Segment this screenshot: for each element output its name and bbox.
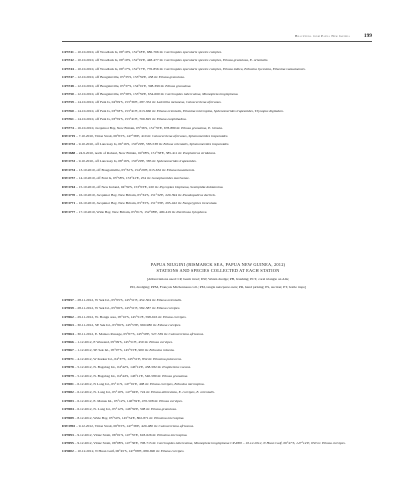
species-list: Sphenomerides trapezoides.: [156, 159, 197, 164]
station-code: CP3979: [62, 373, 74, 378]
station-details: – 28.11.2012, W Sek Isl., 05°05'S, 145°51'E, 452-504 m:: [73, 298, 157, 302]
species-list: Caloscerctena africanus.: [158, 424, 195, 429]
station-code: DW3757: [62, 176, 76, 181]
station-details: – 8.12.2012, Wide Bay, 05°54'S, 145°54'E, 802-871 m:: [73, 415, 155, 420]
station-details: – 16.10.2010, Jacquinot Bay, New Britain, 05°33'S, 151°33'E, 295-422 m:: [75, 201, 183, 206]
station-details: – 6.12.2012, N. Long Isl., 05°12'S, 146°59'E, 508 m:: [73, 407, 151, 412]
species-list: Ethusina microspina.: [154, 415, 185, 420]
species-list: Ethusa orientalis.: [156, 298, 182, 302]
species-list: Carcinoplax specularis species complex, Ethusa indica, Ethusina hycesmia, Ethusina vanuatuensis.: [164, 66, 306, 71]
section-heading-2012: [62, 262, 374, 291]
species-list: Ethusa abbreviata, E. curvipes, E. orientalis.: [150, 390, 215, 395]
station-code: CP3966: [62, 340, 74, 345]
station-record: [62, 67, 374, 72]
station-record: [62, 340, 374, 345]
species-list: Ethusina robusta.: [149, 348, 175, 353]
station-record: [62, 306, 374, 311]
station-code: CP3983: [62, 398, 74, 403]
station-code: CP3981: [62, 382, 74, 387]
station-record: [62, 407, 374, 412]
species-list: Ethusa orientalis, Sphenomerides trapezoides.: [163, 142, 230, 147]
station-code: DW3764: [62, 184, 76, 189]
running-head: [62, 32, 372, 42]
abbreviations-line-2: PD, dredging; PPM, François Michonneau coll.; PM, tangle nets/parso nets; PR, hand picking; PS, suction; PT, bottle traps]: [130, 285, 306, 290]
station-code: DW3733: [62, 159, 76, 164]
station-details: – 24.9.2010, north of Rabaul, New Britain, 04°08'S, 151°58'E, 385-411 m:: [75, 150, 183, 155]
station-record: [62, 142, 374, 147]
station-details: – 14.10.2010, off Feni Is, 03°59'S, 153°41'E, 760-825 m:: [73, 117, 157, 122]
section-subtitle: STATIONS AND SPECIES COLLECTED AT EACH STATION: [156, 268, 280, 273]
station-list-2012: [62, 298, 374, 458]
station-details: – 14.10.2010, off Feni Is, 03°58'S, 153°41'E, 254 m:: [75, 176, 152, 181]
station-code: CP3982: [62, 390, 74, 395]
species-list: Ethusa granulosa.: [158, 75, 185, 80]
station-code: CP3759: [62, 100, 74, 105]
station-code: CP3959: [62, 306, 74, 311]
station-code: DW3734: [62, 167, 76, 172]
station-record: [62, 365, 374, 370]
species-list: Ethusa curvipes.: [156, 306, 181, 311]
station-code: CP3964: [62, 331, 74, 336]
station-record: [62, 151, 374, 156]
station-details: – 6.12.2012, N Long Isl., 05°11'S, 147°01'E, 408 m:: [73, 382, 150, 387]
station-record: [62, 315, 374, 320]
abbreviations-line-1: [Abbreviations used: CP, beam trawl; DW, Warén dredge; PB, brushing; PCT, coral triangle on Alis;: [146, 277, 290, 281]
species-list: Carcinoplax specularis species complex.: [164, 50, 223, 54]
station-record: [62, 416, 374, 421]
station-details: – 10.12.2012, N Huon Gulf, 06°45'S, 147°08'E, 680-690 m:: [73, 449, 161, 454]
station-record: [62, 332, 374, 337]
species-list: Psycoplax bispinosa, Scalopidia dubiannina.: [159, 184, 224, 189]
station-code: DW3688: [62, 150, 76, 155]
station-code: CP3978: [62, 365, 74, 370]
station-record: [62, 75, 374, 80]
species-list: Ethusa curvipes.: [159, 398, 183, 403]
station-code: CP3957: [62, 298, 74, 302]
station-record: [62, 117, 374, 122]
station-code: DW3771: [62, 201, 76, 206]
species-list: Ethusa exophthalma.: [156, 117, 187, 122]
station-details: – 6.12.2012, N. Long Isl., 05°10'S, 147°04'E, 724 m:: [73, 390, 151, 395]
station-details: – 9.12.2012, Vitiaz Strait, 06°01'S, 147°55'E, 618-626 m:: [73, 432, 158, 437]
station-record: [62, 159, 374, 164]
station-details: – 1.12.2012, E Wareand, 05°09'S, 145°51'E, 450 m:: [73, 340, 150, 345]
station-code: CP3995: [62, 440, 74, 445]
species-list: Ethusa granulosa, E. hirsuta.: [181, 125, 223, 130]
station-code: DW3777: [62, 209, 76, 214]
species-list: Ethusa granulosa.: [162, 373, 189, 378]
station-record: [62, 134, 374, 139]
station-code: CP3989: [62, 415, 74, 420]
station-details: – 9.12.2012, Vitiaz Strait, 06°08'S, 147°36'E, 708-715 m:: [73, 440, 158, 445]
station-record: [62, 84, 374, 89]
species-list: Carcinoplax tuberculosa, Mionopleia longispinosa.: [165, 92, 239, 97]
station-details: – 14.10.2010, off Feni Is, 03°58'S, 153°41'E, 613-660 m:: [73, 108, 157, 113]
station-details: – 16.10.2010, Jacquinot Bay, New Britain, 05°36'S, 151°35'E, 678-880 m:: [73, 125, 182, 130]
station-details: – 12.10.2010, off Bougainville, 05°37'S, 154°01'E, 398-399 m:: [73, 83, 166, 88]
species-list: Ethusa orientalis, Ethusina microspina, Sphenomerides trapezoides, Thynopus digitalum.: [156, 108, 284, 113]
station-details: – 9.10.2010, off Lancasay Is, 08°16'S, 150°29'E, 385 m:: [75, 159, 157, 164]
species-list: Ethusa curvipes.: [162, 314, 187, 319]
station-record: [62, 433, 374, 438]
station-record: [62, 441, 374, 446]
species-list: Caloscerctena africanus, Sphenomerides trapezoides.: [152, 134, 229, 139]
station-details: – 17.10.2010, Wide Bay, New Britain, 05°01'S, 152°08'E, 400-419 m:: [75, 209, 177, 214]
species-list: Neogeryphes trenculata.: [182, 201, 218, 206]
station-code: CP3750: [62, 92, 74, 97]
station-code: CP3744: [62, 66, 74, 71]
station-record: [62, 399, 374, 404]
page-number: 199: [363, 33, 372, 39]
station-details: – 10.10.2010, off Woodlark Is, 09°10'S, 152°19'E, 448-477 m:: [73, 58, 165, 63]
species-list: Ethusa hawaiiensis.: [166, 167, 196, 172]
station-code: CP3971: [62, 356, 74, 361]
species-list: Psopheticus stridulans.: [182, 150, 217, 155]
species-list: Ethusa curvipes.: [157, 323, 182, 328]
station-record: [62, 193, 374, 198]
station-details: – 9.12.2012, Vitiaz Strait, 06°03'S, 147°36'E, 420-480 m:: [75, 424, 159, 429]
station-record: [62, 176, 374, 181]
species-list: Parethusa hylophora.: [176, 209, 208, 214]
species-list: Carcinoplax tuberculosa, Mionopleia longispinosa CP4000 – 10.12.2012, N Huon Gulf, 06°47'S, 147°14'E, 650 m: Ethusa curvipes.: [157, 440, 346, 445]
station-code: CP3962: [62, 314, 74, 319]
station-details: – 12.10.2010, off Bougainville, 05°39'S, 153°59'E, 654-660 m:: [73, 92, 166, 97]
station-record: [62, 382, 374, 387]
station-record: [62, 210, 374, 215]
station-record: [62, 390, 374, 395]
station-code: CP3984: [62, 407, 74, 412]
station-code: DW3992: [62, 424, 76, 429]
station-record: [62, 168, 374, 173]
station-details: – 5.12.2012, N. Bagabag Isl., 04°44'S, 146°11'E, 540-580 m:: [73, 373, 163, 378]
station-record: [62, 298, 374, 303]
station-code: CP3741: [62, 50, 74, 54]
species-list: Ethusa granulosa.: [165, 83, 192, 88]
station-details: – 6.12.2012, E. Manus Isl., 05°12'S, 146°59'E, 470-508 m:: [73, 398, 160, 403]
species-list: Latreillia metanesa, Caloscerctena africanus.: [156, 100, 222, 105]
species-list: Ethusina microspina.: [157, 432, 188, 437]
station-record: [62, 323, 374, 328]
species-list: Ethusa curvipes.: [149, 340, 173, 345]
station-code: CP3748: [62, 83, 74, 88]
station-code: DW3719: [62, 134, 76, 139]
section-title: PAPUA NIUGINI (BISMARCK SEA, PAPUA NEW GUINEA, 2012): [150, 262, 286, 267]
station-record: [62, 357, 374, 362]
station-code: CP3967: [62, 348, 74, 353]
station-record: [62, 424, 374, 429]
station-details: – 15.10.2010, off New Ireland, 04°39'S, 153°03'E, 220 m:: [75, 184, 160, 189]
station-details: – 16.10.2010, Jacquinot Bay, New Britain, 05°34'S, 151°32'E, 220-394 m:: [75, 192, 183, 197]
species-list: Psopheticus vocans.: [162, 365, 192, 370]
station-record: [62, 126, 374, 131]
running-head-title: Brachyura from Papua New Guinea: [295, 34, 350, 38]
station-code: CP3774: [62, 125, 74, 130]
station-details: – 28.11.2012, W Sek Isl., 05°06'S, 145°51'E, 582-587 m:: [73, 306, 157, 311]
station-details: – 9.10.2010, off Lancasay Is, 06°16'S, 150°29'E, 583-538 m:: [75, 142, 164, 147]
species-list: Ethusa granulosa.: [150, 407, 177, 412]
station-details: – 1.12.2012, SE Sek Isl., 05°07'S, 145°53'E, 900 m:: [73, 348, 150, 353]
species-list: Ethusina pubescens.: [152, 356, 182, 361]
station-code: CP3747: [62, 75, 74, 80]
station-record: [62, 109, 374, 114]
station-record: [62, 348, 374, 353]
station-record: [62, 449, 374, 454]
species-list: Carcinoplax specularis species complex, Ethusa granulosa, E. orientalis.: [164, 58, 269, 63]
station-list-2010: [62, 50, 374, 218]
station-details: – 5.12.2012, N. Bagabag Isl., 04°42'S, 146°12'E, 458-582 m:: [73, 365, 163, 370]
station-details: – 4.12.2012, W Karkar Isl., 04°37'S, 145°51'E, 832 m:: [73, 356, 153, 361]
station-code: CP4002: [62, 449, 74, 454]
station-record: [62, 374, 374, 379]
station-code: CP3742: [62, 58, 74, 63]
station-code: CP3760: [62, 108, 74, 113]
header-rule: [62, 41, 372, 42]
station-details: – 30.11.2012, SE Sek Isl., 05°06'S, 145°53'E, 960-980 m:: [73, 323, 158, 328]
station-record: [62, 58, 374, 63]
station-record: [62, 100, 374, 105]
station-details: – 10.10.2010, off Woodlark Is, 09°10'S, 152°18'E, 686-766 m:: [73, 50, 165, 54]
station-code: DW3732: [62, 142, 76, 147]
station-details: – 10.10.2010, off Woodlark Is, 09°17'S, 152°17'E, 776-856 m:: [73, 66, 165, 71]
species-list: Pseudopalicus declivis.: [182, 192, 216, 197]
station-record: [62, 201, 374, 206]
station-code: CP3993: [62, 432, 74, 437]
station-code: CP3761: [62, 117, 74, 122]
station-details: – 29.11.2012, W. Bongu area, 05°10'S, 145°51'E, 598-616 m:: [73, 314, 163, 319]
station-record: [62, 185, 374, 190]
station-record: [62, 92, 374, 97]
species-list: Caloscerctena africanus.: [168, 331, 205, 336]
station-details: – 30.11.2012, E. Malaeo Passage, 05°07'S, 145°50'E, 527-539 m:: [73, 331, 169, 336]
station-record: [62, 50, 374, 55]
station-code: DW3770: [62, 192, 76, 197]
station-details: – 14.10.2010, off Feni Is, 04°09'S, 153°36'E, 287-352 m:: [73, 100, 157, 105]
station-details: – 13.10.2010, off Bougainville, 05°32'S, 154°29'E, 615-632 m:: [75, 167, 167, 172]
station-details: – 7.10.2010, Vitiaz Strait, 06°03'S, 147°36'E, 410 m:: [75, 134, 153, 139]
station-details: – 12.10.2010, off Bougainville, 05°35'S, 153°59'E, 458 m:: [73, 75, 159, 80]
species-list: Ethusa curvipes, Ethusina microspina.: [149, 382, 205, 387]
station-code: CP3963: [62, 323, 74, 328]
species-list: Ethusa curvipes.: [160, 449, 185, 454]
species-list: Goneplacoides marivenae.: [151, 176, 190, 181]
